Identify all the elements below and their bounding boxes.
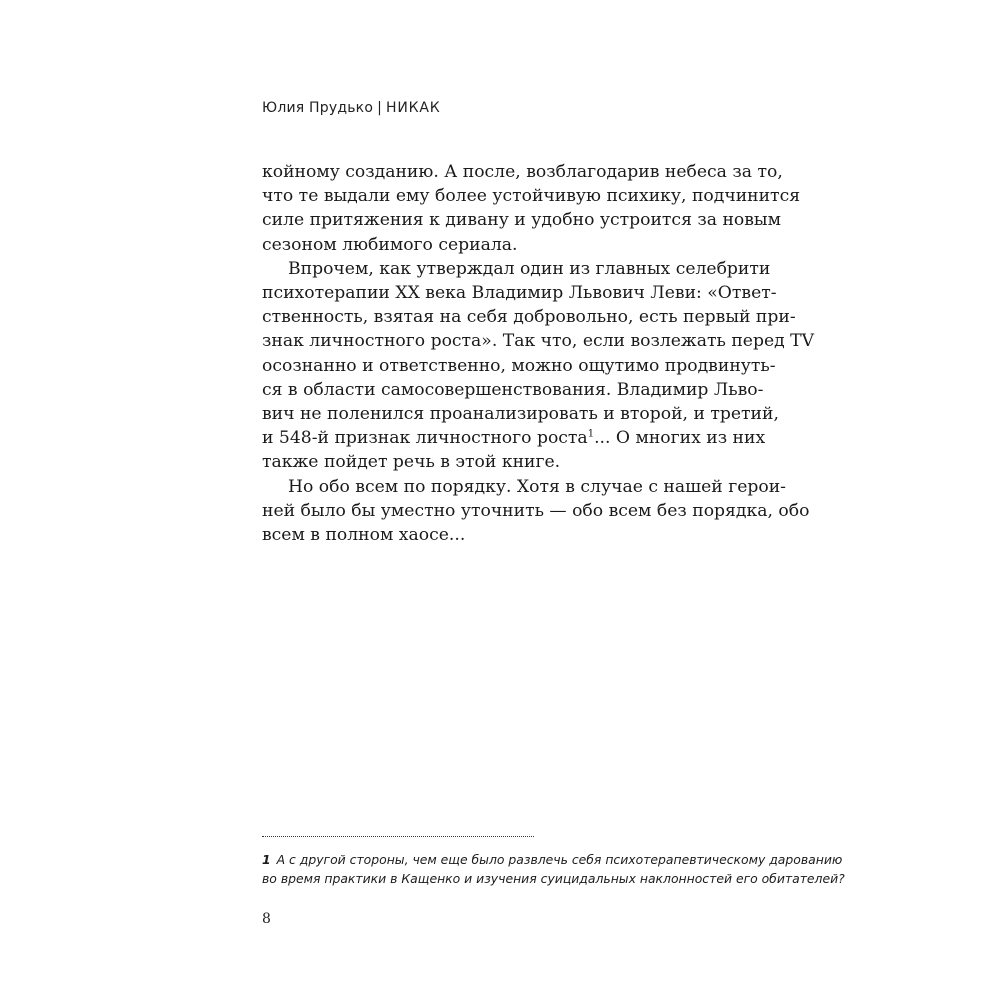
running-head bbox=[262, 100, 440, 116]
header-book-title: НИКАК bbox=[386, 100, 441, 116]
text-line: всем в полном хаосе... bbox=[262, 525, 466, 546]
text-line-with-footnote bbox=[262, 426, 766, 450]
main-text bbox=[262, 160, 815, 547]
text-line: вич не поленился проанализировать и второй, и третий, bbox=[262, 404, 779, 425]
page-number: 8 bbox=[262, 911, 271, 927]
footnote-reference: 1 bbox=[587, 428, 595, 440]
text-line: также пойдет речь в этой книге. bbox=[262, 452, 561, 473]
text-fragment: ... О многих из них bbox=[594, 428, 766, 449]
text-line: Но обо всем по порядку. Хотя в случае с нашей герои- bbox=[288, 476, 786, 497]
text-line: что те выдали ему более устойчивую психику, подчинится bbox=[262, 186, 801, 207]
text-line: психотерапии XX века Владимир Львович Леви: «Ответ- bbox=[262, 283, 777, 304]
footnote-text-line: А с другой стороны, чем еще было развлечь себя психотерапевтическому дарованию bbox=[276, 852, 843, 867]
text-line: ней было бы уместно уточнить — обо всем без порядка, обо bbox=[262, 500, 810, 521]
text-line: Впрочем, как утверждал один из главных селебрити bbox=[288, 258, 771, 279]
footnote-text-line: во время практики в Кащенко и изучения суицидальных наклонностей его обитателей? bbox=[262, 871, 845, 886]
text-line: ся в области самосовершенствования. Владимир Льво- bbox=[262, 379, 764, 400]
text-line: сезоном любимого сериала. bbox=[262, 234, 518, 255]
text-line: койному созданию. А после, возблагодарив небеса за то, bbox=[262, 162, 783, 182]
footnote bbox=[262, 850, 845, 888]
text-line: осознанно и ответственно, можно ощутимо продвинуть- bbox=[262, 355, 776, 376]
footnote-number: 1 bbox=[262, 852, 271, 867]
text-line: знак личностного роста». Так что, если возлежать перед TV bbox=[262, 331, 815, 352]
text-line: силе притяжения к дивану и удобно устроится за новым bbox=[262, 210, 781, 231]
header-separator: | bbox=[377, 100, 383, 116]
text-fragment: и 548-й признак личностного роста bbox=[262, 428, 588, 449]
footnote-divider bbox=[262, 836, 534, 837]
header-author: Юлия Прудько bbox=[262, 100, 374, 116]
text-line: ственность, взятая на себя добровольно, есть первый при- bbox=[262, 307, 796, 328]
